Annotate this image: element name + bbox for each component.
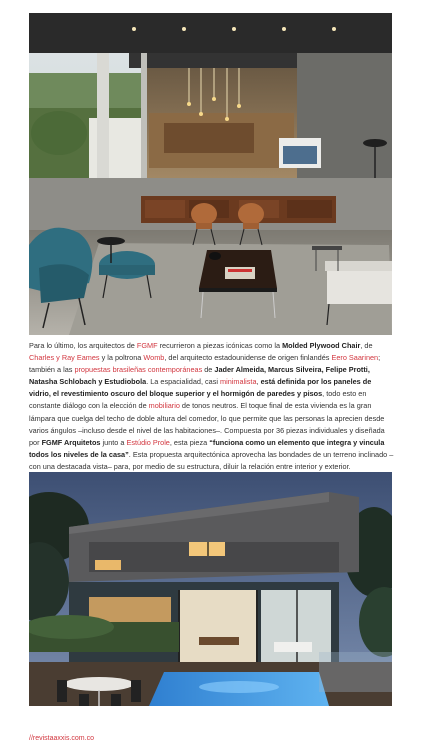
text-fragment: junto a bbox=[100, 437, 127, 447]
exterior-photo bbox=[29, 472, 392, 706]
bold-molded-plywood-chair: Molded Plywood Chair bbox=[282, 341, 361, 350]
text-fragment: , todo esto en constante diálogo con la elección de bbox=[29, 389, 367, 411]
bold-fgmf-arquitetos: FGMF Arquitetos bbox=[41, 437, 101, 447]
text-fragment: . La espacialidad, casi bbox=[146, 377, 221, 387]
link-estudio-prole[interactable]: Estúdio Prole bbox=[126, 437, 170, 447]
article-paragraph bbox=[29, 340, 395, 473]
bold-quote: “funciona como un elemento que integra y vincula todos los niveles de la casa” bbox=[29, 437, 385, 459]
text-fragment: , bbox=[256, 377, 261, 387]
text-fragment: recurrieron a piezas icónicas como la bbox=[157, 341, 283, 350]
text-fragment: y la poltrona bbox=[99, 353, 144, 363]
text-fragment: , del arquitecto estadounidense de origen finlandés bbox=[164, 353, 332, 363]
bold-designers: Jader Almeida, Marcus Silveira, Felipe Protti, Natasha Schlobach y Estudiobola bbox=[29, 365, 370, 387]
text-fragment: Para lo último, los arquitectos de bbox=[29, 341, 137, 350]
text-fragment: de tonos neutros. El toque final de esta vivienda es la gran lámpara que cuelga del techo de doble altura del comedor, lo que permite que las personas la aprecien desde varios ángulos –incluso desde el nivel de las habitaciones–. Compuesta por 36 piezas individuales y diseñada por bbox=[29, 401, 385, 447]
exterior-illustration bbox=[29, 472, 392, 706]
text-fragment: , esta pieza bbox=[169, 437, 210, 447]
link-womb[interactable]: Womb bbox=[143, 353, 165, 363]
link-mobiliario[interactable]: mobiliario bbox=[148, 401, 180, 411]
text-fragment: . Esta propuesta arquitectónica aprovecha las bondades de un terreno inclinado –con una destacada vista– para, por medio de su estructura, diluir la relación entre interior y exterior. bbox=[29, 449, 394, 471]
link-fgmf[interactable]: FGMF bbox=[136, 341, 158, 350]
bold-espacialidad: está definida por los paneles de vidrio, el revestimiento oscuro del bloque superior y el hormigón de paredes y pisos bbox=[29, 377, 372, 399]
link-eero-saarinen[interactable]: Eero Saarinen bbox=[331, 353, 379, 363]
link-charles-ray-eames[interactable]: Charles y Ray Eames bbox=[29, 353, 100, 363]
footer-url[interactable]: //revistaaxxis.com.co bbox=[29, 735, 94, 742]
text-fragment: , de bbox=[360, 341, 373, 350]
link-minimalista[interactable]: minimalista bbox=[220, 377, 257, 387]
link-propuestas-brasilenas[interactable]: propuestas brasileñas contemporáneas bbox=[74, 365, 203, 375]
text-fragment: de bbox=[202, 365, 215, 375]
text-fragment: ; también a las bbox=[29, 353, 381, 375]
interior-photo bbox=[29, 13, 392, 335]
interior-illustration bbox=[29, 13, 392, 335]
